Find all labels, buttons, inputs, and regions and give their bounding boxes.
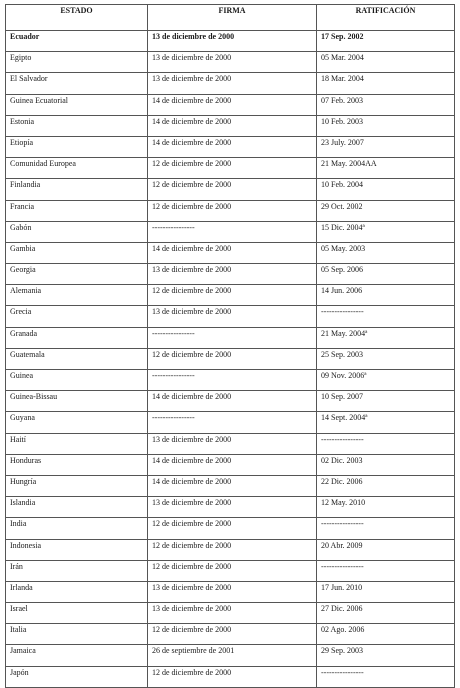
cell-ratificacion: 21 May. 2004ª	[317, 327, 455, 348]
cell-firma: 14 de diciembre de 2000	[148, 115, 317, 136]
table-row	[6, 285, 455, 306]
cell-firma: 12 de diciembre de 2000	[148, 624, 317, 645]
cell-firma: 13 de diciembre de 2000	[148, 581, 317, 602]
cell-estado: Alemania	[6, 285, 148, 306]
table-row	[6, 348, 455, 369]
table-row	[6, 136, 455, 157]
cell-ratificacion: 05 Sep. 2006	[317, 264, 455, 285]
cell-firma: 12 de diciembre de 2000	[148, 518, 317, 539]
cell-ratificacion: 17 Jun. 2010	[317, 581, 455, 602]
cell-ratificacion: ----------------	[317, 306, 455, 327]
cell-firma: 13 de diciembre de 2000	[148, 433, 317, 454]
table-row	[6, 454, 455, 475]
cell-estado: Honduras	[6, 454, 148, 475]
table-row	[6, 518, 455, 539]
table-row	[6, 581, 455, 602]
cell-estado: Gambia	[6, 242, 148, 263]
cell-estado: Haití	[6, 433, 148, 454]
table-row	[6, 645, 455, 666]
table-body	[6, 31, 455, 688]
cell-estado: Guyana	[6, 412, 148, 433]
cell-estado: Comunidad Europea	[6, 158, 148, 179]
cell-estado: Japón	[6, 666, 148, 687]
table-row	[6, 412, 455, 433]
table-header	[6, 5, 455, 31]
ratification-table	[5, 4, 455, 688]
cell-firma: 13 de diciembre de 2000	[148, 73, 317, 94]
table-row	[6, 603, 455, 624]
cell-firma: 13 de diciembre de 2000	[148, 306, 317, 327]
cell-estado: Jamaica	[6, 645, 148, 666]
cell-estado: Guinea Ecuatorial	[6, 94, 148, 115]
table-row	[6, 391, 455, 412]
cell-firma: ----------------	[148, 221, 317, 242]
cell-estado: Finlandia	[6, 179, 148, 200]
cell-estado: Francia	[6, 200, 148, 221]
cell-firma: 13 de diciembre de 2000	[148, 264, 317, 285]
table-row	[6, 497, 455, 518]
cell-firma: ----------------	[148, 327, 317, 348]
cell-ratificacion: 20 Abr. 2009	[317, 539, 455, 560]
table-row	[6, 666, 455, 687]
cell-estado: Islandia	[6, 497, 148, 518]
cell-firma: 13 de diciembre de 2000	[148, 497, 317, 518]
table-row	[6, 221, 455, 242]
cell-ratificacion: 22 Dic. 2006	[317, 475, 455, 496]
cell-estado: Irlanda	[6, 581, 148, 602]
cell-ratificacion: 10 Sep. 2007	[317, 391, 455, 412]
cell-estado: Ecuador	[6, 31, 148, 52]
cell-ratificacion: 21 May. 2004AA	[317, 158, 455, 179]
cell-estado: Etiopía	[6, 136, 148, 157]
table-row	[6, 158, 455, 179]
table-row	[6, 115, 455, 136]
cell-ratificacion: ----------------	[317, 433, 455, 454]
cell-ratificacion: 10 Feb. 2003	[317, 115, 455, 136]
table-row	[6, 242, 455, 263]
cell-firma: ----------------	[148, 370, 317, 391]
cell-ratificacion: 17 Sep. 2002	[317, 31, 455, 52]
table-row	[6, 179, 455, 200]
cell-firma: 14 de diciembre de 2000	[148, 391, 317, 412]
cell-estado: Guinea-Bissau	[6, 391, 148, 412]
cell-firma: 13 de diciembre de 2000	[148, 603, 317, 624]
table-row	[6, 370, 455, 391]
cell-firma: 12 de diciembre de 2000	[148, 560, 317, 581]
cell-firma: 12 de diciembre de 2000	[148, 179, 317, 200]
table-row	[6, 624, 455, 645]
cell-estado: Hungría	[6, 475, 148, 496]
cell-estado: Irán	[6, 560, 148, 581]
cell-firma: ----------------	[148, 412, 317, 433]
cell-firma: 12 de diciembre de 2000	[148, 348, 317, 369]
cell-estado: Egipto	[6, 52, 148, 73]
cell-ratificacion: 18 Mar. 2004	[317, 73, 455, 94]
cell-firma: 13 de diciembre de 2000	[148, 31, 317, 52]
cell-estado: El Salvador	[6, 73, 148, 94]
table-row	[6, 31, 455, 52]
cell-estado: Granada	[6, 327, 148, 348]
cell-estado: Gabón	[6, 221, 148, 242]
cell-firma: 12 de diciembre de 2000	[148, 666, 317, 687]
table-row	[6, 94, 455, 115]
cell-firma: 14 de diciembre de 2000	[148, 94, 317, 115]
table-row	[6, 200, 455, 221]
cell-firma: 12 de diciembre de 2000	[148, 285, 317, 306]
cell-estado: Guatemala	[6, 348, 148, 369]
header-row	[6, 5, 455, 31]
cell-ratificacion: 07 Feb. 2003	[317, 94, 455, 115]
cell-firma: 14 de diciembre de 2000	[148, 475, 317, 496]
header-firma: FIRMA	[148, 5, 317, 31]
cell-firma: 12 de diciembre de 2000	[148, 158, 317, 179]
table-row	[6, 539, 455, 560]
cell-ratificacion: 10 Feb. 2004	[317, 179, 455, 200]
cell-ratificacion: 29 Sep. 2003	[317, 645, 455, 666]
table-row	[6, 327, 455, 348]
cell-ratificacion: 23 July. 2007	[317, 136, 455, 157]
cell-ratificacion: 02 Ago. 2006	[317, 624, 455, 645]
cell-ratificacion: 14 Sept. 2004ª	[317, 412, 455, 433]
cell-ratificacion: 15 Dic. 2004ª	[317, 221, 455, 242]
table-row	[6, 560, 455, 581]
cell-ratificacion: 09 Nov. 2006ª	[317, 370, 455, 391]
cell-ratificacion: 27 Dic. 2006	[317, 603, 455, 624]
cell-firma: 14 de diciembre de 2000	[148, 242, 317, 263]
cell-ratificacion: ----------------	[317, 666, 455, 687]
cell-firma: 26 de septiembre de 2001	[148, 645, 317, 666]
table-row	[6, 306, 455, 327]
cell-firma: 14 de diciembre de 2000	[148, 454, 317, 475]
table-row	[6, 433, 455, 454]
cell-ratificacion: 14 Jun. 2006	[317, 285, 455, 306]
cell-ratificacion: 29 Oct. 2002	[317, 200, 455, 221]
cell-estado: Guinea	[6, 370, 148, 391]
cell-ratificacion: ----------------	[317, 518, 455, 539]
cell-estado: Indonesia	[6, 539, 148, 560]
cell-ratificacion: 05 Mar. 2004	[317, 52, 455, 73]
table-row	[6, 264, 455, 285]
table-row	[6, 475, 455, 496]
cell-estado: Georgia	[6, 264, 148, 285]
cell-estado: Israel	[6, 603, 148, 624]
cell-firma: 13 de diciembre de 2000	[148, 52, 317, 73]
cell-ratificacion: 05 May. 2003	[317, 242, 455, 263]
cell-firma: 12 de diciembre de 2000	[148, 539, 317, 560]
cell-estado: India	[6, 518, 148, 539]
cell-ratificacion: 25 Sep. 2003	[317, 348, 455, 369]
cell-ratificacion: 12 May. 2010	[317, 497, 455, 518]
cell-firma: 12 de diciembre de 2000	[148, 200, 317, 221]
cell-ratificacion: ----------------	[317, 560, 455, 581]
table-row	[6, 73, 455, 94]
cell-firma: 14 de diciembre de 2000	[148, 136, 317, 157]
cell-estado: Estonia	[6, 115, 148, 136]
cell-ratificacion: 02 Dic. 2003	[317, 454, 455, 475]
header-estado: ESTADO	[6, 5, 148, 31]
cell-estado: Italia	[6, 624, 148, 645]
table-row	[6, 52, 455, 73]
cell-estado: Grecia	[6, 306, 148, 327]
header-ratificacion: RATIFICACIÓN	[317, 5, 455, 31]
